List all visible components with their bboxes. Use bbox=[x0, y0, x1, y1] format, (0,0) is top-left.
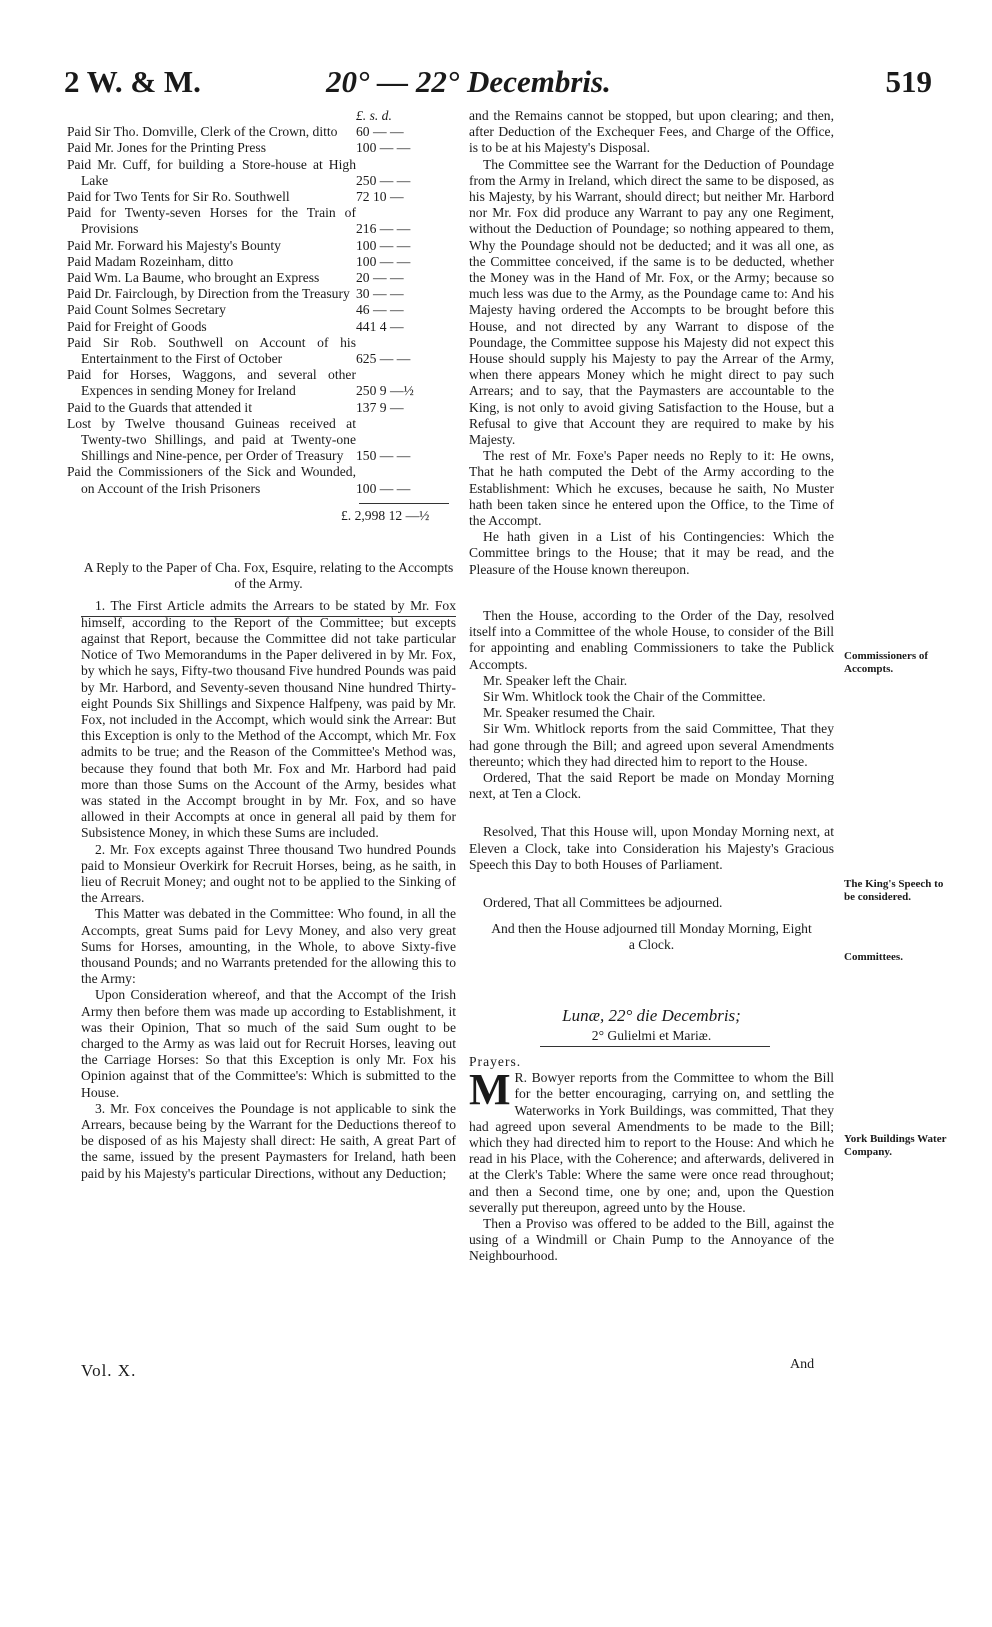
speaker-left-chair: Mr. Speaker left the Chair. bbox=[483, 672, 628, 688]
account-row bbox=[81, 302, 456, 318]
right-column bbox=[469, 108, 834, 1265]
account-row bbox=[81, 140, 456, 156]
account-amount: 441 4 — bbox=[356, 318, 404, 334]
continuation-paragraph: and the Remains cannot be stopped, but upon clearing; and then, after Deduction of the Exchequer Fees, and Charge of the Office, is to be at his Majesty's Disposal. bbox=[469, 108, 834, 156]
account-item: Paid Mr. Cuff, for building a Store-house at High Lake bbox=[67, 156, 356, 188]
accounts-total: £. 2,998 12 —½ bbox=[341, 507, 430, 523]
ordered-report-monday: Ordered, That the said Report be made on Monday Morning next, at Ten a Clock. bbox=[469, 769, 834, 802]
ordered-committees-adjourned: Ordered, That all Committees be adjourned. bbox=[483, 894, 723, 910]
account-amount: 150 — — bbox=[356, 448, 411, 464]
account-amount: 100 — — bbox=[356, 253, 411, 269]
account-amount: 60 — — bbox=[356, 124, 404, 140]
account-item: Paid the Commissioners of the Sick and Wounded, on Account of the Irish Prisoners bbox=[67, 464, 356, 496]
account-row bbox=[81, 254, 456, 270]
account-amount: 250 9 —½ bbox=[356, 383, 414, 399]
account-item: Paid for Freight of Goods bbox=[67, 318, 207, 334]
proviso-paragraph: Then a Proviso was offered to be added to the Bill, against the using of a Windmill or Chain Pump to the Annoyance of the Neighbourhood. bbox=[469, 1215, 834, 1264]
account-amount: 100 — — bbox=[356, 237, 411, 253]
poundage-paragraph: The Committee see the Warrant for the Deduction of Poundage from the Army in Ireland, which direct the same to be disposed, as his Majesty, by his Warrant, should direct; but neither Mr. Harbord nor Mr. Fox did produce any Warrant to pay any one Regiment, without the Deduction of Poundage; so nothing appeared to them, Why the Poundage should not be deducted; and it was all one, as the Committee conceived, if the same is to be deducted, whether the Money was in the Hand of Mr. Fox, or the Army; because so much less was due to the Army, as the Poundage came to: And his Majesty having ordered the Accompts to be brought before this House, and not directed by any Warrant to dispose of the Poundage, the Committee suppose his Majesty did not expect this House should supply his Majesty to pay the Arrear of the Army, when there appears Money which he might direct to pay such Arrears; and to say, that the Paymasters are accountable to the King, is not only to avoid giving Satisfaction to the House, but a Refusal to give that Account they are required to make by his Majesty. bbox=[469, 156, 834, 448]
contingencies-paragraph: He hath given in a List of his Contingencies: Which the Committee brings to the House; that it may be read, and the Pleasure of the House known thereupon. bbox=[469, 529, 834, 577]
account-amount: 250 — — bbox=[356, 172, 411, 188]
reply-paragraph-consideration: Upon Consideration whereof, and that the Accompt of the Irish Army then before them was made up according to Establishment, it was their Opinion, That so much of the said Sum ought to be charged to the Army as was laid out for Recruit Horses, leaving out the Carriage Horses: So that this Exception is only Mr. Fox his Opinion against that of the Committee's: Which is submitted to the House. bbox=[81, 987, 456, 1100]
committee-whole-house-paragraph: Then the House, according to the Order of the Day, resolved itself into a Committee of the whole House, to consider of the Bill for appointing and enabling Commissioners to take the Publick Accompts. bbox=[469, 607, 834, 672]
account-amount: 625 — — bbox=[356, 351, 411, 367]
account-item: Paid for Horses, Waggons, and several other Expences in sending Money for Ireland bbox=[67, 367, 356, 399]
bowyer-report bbox=[469, 1065, 834, 1216]
account-amount: 46 — — bbox=[356, 302, 404, 318]
left-separator bbox=[81, 616, 456, 617]
whitlock-took-chair: Sir Wm. Whitlock took the Chair of the Committee. bbox=[483, 688, 766, 704]
left-column bbox=[67, 108, 456, 1182]
account-row bbox=[81, 400, 456, 416]
reply-article-2: 2. Mr. Fox excepts against Three thousand Two hundred Pounds paid to Monsieur Overkirk for Recruit Horses, being, as he saith, in lieu of Recruit Money; and ought not to be applied to the Sinking of the Arrears. bbox=[81, 841, 456, 906]
page-number: 519 bbox=[885, 64, 932, 99]
account-item: Paid Sir Tho. Domville, Clerk of the Crown, ditto bbox=[67, 124, 338, 140]
running-header bbox=[64, 64, 932, 104]
foxe-paper-paragraph: The rest of Mr. Foxe's Paper needs no Reply to it: He owns, That he hath computed the Debt of the Army according to the Establishment: Which he excuses, because he saith, No Muster hath been taken since he entered upon the Office, to the Time of the Accompt. bbox=[469, 448, 834, 529]
house-adjourned: And then the House adjourned till Monday Morning, Eight a Clock. bbox=[491, 921, 812, 953]
margin-note-kings-speech: The King's Speech to be considered. bbox=[844, 878, 944, 903]
prayers-heading: Prayers. bbox=[469, 1053, 522, 1069]
account-item: Paid to the Guards that attended it bbox=[67, 399, 252, 415]
account-item: Paid Mr. Jones for the Printing Press bbox=[67, 140, 266, 156]
margin-note-committees: Committees. bbox=[844, 951, 903, 963]
account-item: Paid Count Solmes Secretary bbox=[67, 302, 226, 318]
account-amount: 216 — — bbox=[356, 221, 411, 237]
account-amount: 20 — — bbox=[356, 270, 404, 286]
account-row bbox=[81, 157, 456, 189]
account-row bbox=[81, 238, 456, 254]
account-amount: 72 10 — bbox=[356, 189, 404, 205]
account-row bbox=[81, 286, 456, 302]
date-range: 20° — 22° Decembris. bbox=[326, 64, 611, 99]
whitlock-report: Sir Wm. Whitlock reports from the said Committee, That they had gone through the Bill; and agreed upon several Amendments thereunto; which they had directed him to report to the House. bbox=[469, 721, 834, 769]
account-row bbox=[81, 416, 456, 465]
reply-article-3: 3. Mr. Fox conceives the Poundage is not applicable to sink the Arrears, because being by the Warrant for the Deductions thereof to be disposed of as his Majesty shall direct: He saith, A great Part of the same, issued by the present Paymasters for Ireland, hath been paid by his Majesty's particular Directions, without any Deduction; bbox=[81, 1100, 456, 1181]
account-row bbox=[81, 464, 456, 496]
reply-paragraph-debate: This Matter was debated in the Committee: Who found, in all the Accompts, great Sums paid for Levy Money, and also very great Sums for Horses, amounting, in the Whole, to above Sixty-five thousand Pounds; and no Warrants pretended for the allowing this to the Army: bbox=[81, 906, 456, 987]
speaker-resumed-chair: Mr. Speaker resumed the Chair. bbox=[483, 705, 656, 721]
regnal-subtitle: 2° Gulielmi et Mariæ. bbox=[591, 1027, 712, 1043]
account-amount: 100 — — bbox=[356, 140, 411, 156]
account-item: Paid Madam Rozeinham, ditto bbox=[67, 253, 234, 269]
catchword: And bbox=[790, 1357, 815, 1372]
margin-note-york-buildings: York Buildings Water Company. bbox=[844, 1133, 947, 1158]
account-item: Lost by Twelve thousand Guineas received at Twenty-two Shillings, and paid at Twenty-one Shillings and Nine-pence, per Order of Treasury bbox=[67, 415, 356, 464]
drop-cap: M bbox=[469, 1065, 511, 1115]
bowyer-report-text: R. Bowyer reports from the Committee to whom the Bill for the better encouraging, carrying on, and settling the Waterworks in York Buildings, was committed, That they had agreed upon several Amendments to be made to the Bill; which they had directed him to report to the House: And which he read in his Place, with the Coherence; and afterwards, delivered in at the Clerk's Table: Where the same were once read throughout; and then a Second time, one by one; and, upon the Question severally put thereupon, agreed unto by the House. bbox=[469, 1070, 834, 1215]
account-row bbox=[81, 367, 456, 399]
account-row bbox=[81, 319, 456, 335]
account-row bbox=[81, 270, 456, 286]
account-item: Paid for Two Tents for Sir Ro. Southwell bbox=[67, 189, 290, 205]
accounts-head-row bbox=[81, 108, 456, 124]
account-row bbox=[81, 205, 456, 237]
account-item: Paid Wm. La Baume, who brought an Express bbox=[67, 270, 320, 286]
margin-note-commissioners: Commissioners of Accompts. bbox=[844, 650, 929, 675]
accounts-table bbox=[67, 108, 456, 497]
day-title: Lunæ, 22° die Decembris; bbox=[562, 1005, 741, 1025]
account-item: Paid Dr. Fairclough, by Direction from the Treasury bbox=[67, 286, 350, 302]
account-item: Paid Sir Rob. Southwell on Account of his Entertainment to the First of October bbox=[67, 334, 356, 367]
account-amount: 137 9 — bbox=[356, 399, 404, 415]
resolved-kings-speech: Resolved, That this House will, upon Monday Morning next, at Eleven a Clock, take into Consideration his Majesty's Gracious Speech this Day to both Houses of Parliament. bbox=[469, 824, 834, 872]
currency-heading: £. s. d. bbox=[356, 108, 392, 123]
account-item: Paid Mr. Forward his Majesty's Bounty bbox=[67, 237, 281, 253]
account-row bbox=[81, 335, 456, 367]
account-row bbox=[81, 124, 456, 140]
day-separator bbox=[540, 1046, 770, 1047]
total-rule bbox=[359, 503, 449, 504]
account-amount: 30 — — bbox=[356, 286, 404, 302]
account-amount: 100 — — bbox=[356, 480, 411, 496]
reply-article-1: 1. The First Article admits the Arrears to be stated by Mr. Fox himself, according to the Report of the Committee; but excepts against that Report, because the Committee did not take particular Notice of Two Memorandums in the Paper delivered in by Mr. Fox, by which he says, Fifty-two thousand Five hundred Pounds was paid by Mr. Harbord, and Seventy-seven thousand Nine hundred Thirty-eight Pounds Six Shillings and Sixpence Halfpeny, was paid by Mr. Fox, not included in the Accompt, which would sink the Arrear: But this Exception is only to the Method of the Accompt, which Mr. Fox admits to be true; and the Reason of the Committee's Method was, because they found that both Mr. Fox and Mr. Harbord had paid more than those Sums on the Account of the Army, besides what was stated in the Accompt brought in by Mr. Fox, and so have allowed in their Accompts at once in general all paid by them for Subsistence Money, in which these Sums are included. bbox=[81, 598, 456, 841]
volume-signature: Vol. X. bbox=[81, 1361, 137, 1380]
account-item: Paid for Twenty-seven Horses for the Train of Provisions bbox=[67, 205, 356, 237]
reply-title: A Reply to the Paper of Cha. Fox, Esquire, relating to the Accompts of the Army. bbox=[83, 560, 454, 592]
account-row bbox=[81, 189, 456, 205]
regnal-year: 2 W. & M. bbox=[64, 64, 201, 99]
